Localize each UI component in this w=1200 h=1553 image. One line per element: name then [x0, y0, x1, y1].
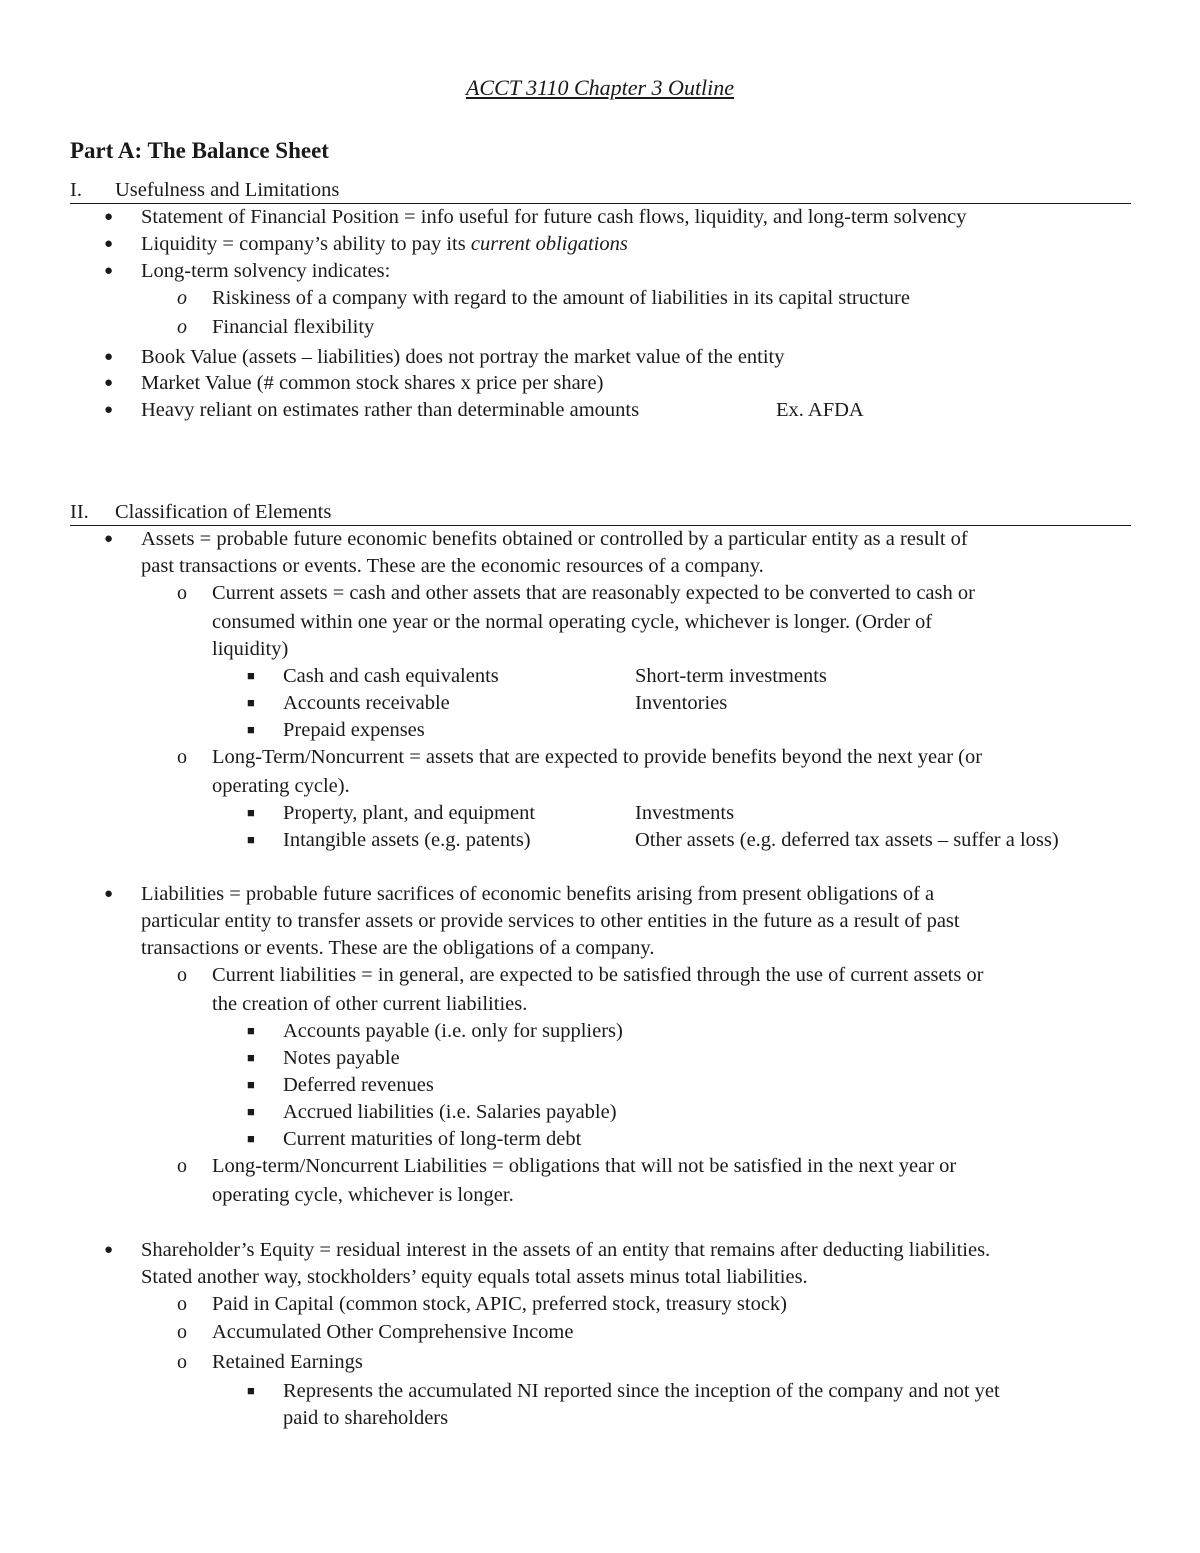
list-item: Prepaid expenses	[283, 719, 425, 741]
list-item: Accounts payable (i.e. only for suppliers)	[283, 1020, 623, 1042]
square-bullet-icon: ■	[247, 832, 255, 847]
list-item: Heavy reliant on estimates rather than determinable amounts	[141, 399, 640, 421]
list-item: Long-term solvency indicates:	[141, 260, 391, 282]
square-bullet-icon: ■	[247, 668, 255, 683]
circle-bullet-icon: o	[177, 1293, 187, 1315]
equity-definition-line: Shareholder’s Equity = residual interest in the assets of an entity that remains after deducting liabilities.	[141, 1239, 991, 1261]
sub-list-item: Riskiness of a company with regard to the amount of liabilities in its capital structure	[212, 287, 910, 309]
noncurrent-assets-line: operating cycle).	[212, 775, 350, 797]
emphasis-text: current obligations	[470, 233, 628, 255]
sub-list-item: Retained Earnings	[212, 1351, 363, 1373]
list-item: Current maturities of long-term debt	[283, 1128, 582, 1150]
retained-earnings-line: Represents the accumulated NI reported since the inception of the company and not yet	[283, 1380, 1000, 1402]
bullet-icon: ●	[104, 531, 114, 547]
liabilities-definition-line: transactions or events. These are the obligations of a company.	[141, 937, 655, 959]
retained-earnings-line: paid to shareholders	[283, 1407, 449, 1429]
list-item: Inventories	[635, 692, 728, 714]
noncurrent-assets-line: Long-Term/Noncurrent = assets that are expected to provide benefits beyond the next year (or	[212, 746, 983, 768]
current-assets-line: liquidity)	[212, 638, 289, 660]
square-bullet-icon: ■	[247, 1383, 255, 1398]
bullet-icon: ●	[104, 1242, 114, 1258]
sub-list-item: Paid in Capital (common stock, APIC, preferred stock, treasury stock)	[212, 1293, 788, 1315]
current-liabilities-line: Current liabilities = in general, are expected to be satisfied through the use of current assets or	[212, 964, 984, 986]
square-bullet-icon: ■	[247, 722, 255, 737]
section-1-title: Usefulness and Limitations	[115, 179, 340, 201]
liabilities-definition-line: particular entity to transfer assets or provide services to other entities in the future as a result of past	[141, 910, 960, 932]
document-title: ACCT 3110 Chapter 3 Outline	[465, 75, 735, 100]
section-2-title: Classification of Elements	[115, 501, 332, 523]
example-note: Ex. AFDA	[776, 399, 864, 421]
list-item: Other assets (e.g. deferred tax assets – suffer a loss)	[635, 829, 1059, 851]
circle-bullet-icon: o	[177, 964, 187, 986]
bullet-icon: ●	[104, 402, 114, 418]
square-bullet-icon: ■	[247, 1050, 255, 1065]
square-bullet-icon: ■	[247, 1104, 255, 1119]
current-assets-line: Current assets = cash and other assets that are reasonably expected to be converted to cash or	[212, 582, 975, 604]
list-item: Cash and cash equivalents	[283, 665, 499, 687]
section-2-number: II.	[70, 501, 89, 523]
list-item: Investments	[635, 802, 735, 824]
list-item	[141, 231, 628, 257]
list-item: Property, plant, and equipment	[283, 802, 536, 824]
square-bullet-icon: ■	[247, 695, 255, 710]
assets-definition-line: past transactions or events. These are the economic resources of a company.	[141, 555, 764, 577]
circle-bullet-icon: o	[177, 1155, 187, 1177]
current-liabilities-line: the creation of other current liabilities.	[212, 993, 528, 1015]
square-bullet-icon: ■	[247, 1023, 255, 1038]
long-term-liabilities-line: operating cycle, whichever is longer.	[212, 1184, 514, 1206]
bullet-icon: ●	[104, 886, 114, 902]
circle-bullet-icon: o	[177, 287, 187, 309]
square-bullet-icon: ■	[247, 805, 255, 820]
bullet-icon: ●	[104, 263, 114, 279]
bullet-icon: ●	[104, 375, 114, 391]
square-bullet-icon: ■	[247, 1131, 255, 1146]
bullet-icon: ●	[104, 209, 114, 225]
section-1-number: I.	[70, 179, 82, 201]
circle-bullet-icon: o	[177, 1321, 187, 1343]
part-a-heading: Part A: The Balance Sheet	[70, 138, 329, 163]
circle-bullet-icon: o	[177, 1351, 187, 1373]
current-assets-line: consumed within one year or the normal operating cycle, whichever is longer. (Order of	[212, 611, 933, 633]
circle-bullet-icon: o	[177, 316, 187, 338]
list-item: Accrued liabilities (i.e. Salaries payable)	[283, 1101, 617, 1123]
circle-bullet-icon: o	[177, 582, 187, 604]
equity-definition-line: Stated another way, stockholders’ equity equals total assets minus total liabilities.	[141, 1266, 808, 1288]
list-item: Intangible assets (e.g. patents)	[283, 829, 531, 851]
section-2-heading	[70, 499, 1131, 526]
list-item: Deferred revenues	[283, 1074, 434, 1096]
list-item: Statement of Financial Position = info useful for future cash flows, liquidity, and long-term solvency	[141, 206, 967, 228]
assets-definition-line: Assets = probable future economic benefits obtained or controlled by a particular entity as a result of	[141, 528, 968, 550]
section-1-heading	[70, 177, 1131, 204]
list-item: Book Value (assets – liabilities) does not portray the market value of the entity	[141, 346, 785, 368]
list-item: Short-term investments	[635, 665, 827, 687]
list-item-text: Liquidity = company’s ability to pay its	[141, 233, 471, 255]
long-term-liabilities-line: Long-term/Noncurrent Liabilities = obligations that will not be satisfied in the next year or	[212, 1155, 957, 1177]
bullet-icon: ●	[104, 349, 114, 365]
square-bullet-icon: ■	[247, 1077, 255, 1092]
sub-list-item: Accumulated Other Comprehensive Income	[212, 1321, 574, 1343]
bullet-icon: ●	[104, 236, 114, 252]
list-item: Accounts receivable	[283, 692, 450, 714]
liabilities-definition-line: Liabilities = probable future sacrifices of economic benefits arising from present obligations of a	[141, 883, 935, 905]
list-item: Market Value (# common stock shares x price per share)	[141, 372, 604, 394]
list-item: Notes payable	[283, 1047, 400, 1069]
circle-bullet-icon: o	[177, 746, 187, 768]
sub-list-item: Financial flexibility	[212, 316, 375, 338]
